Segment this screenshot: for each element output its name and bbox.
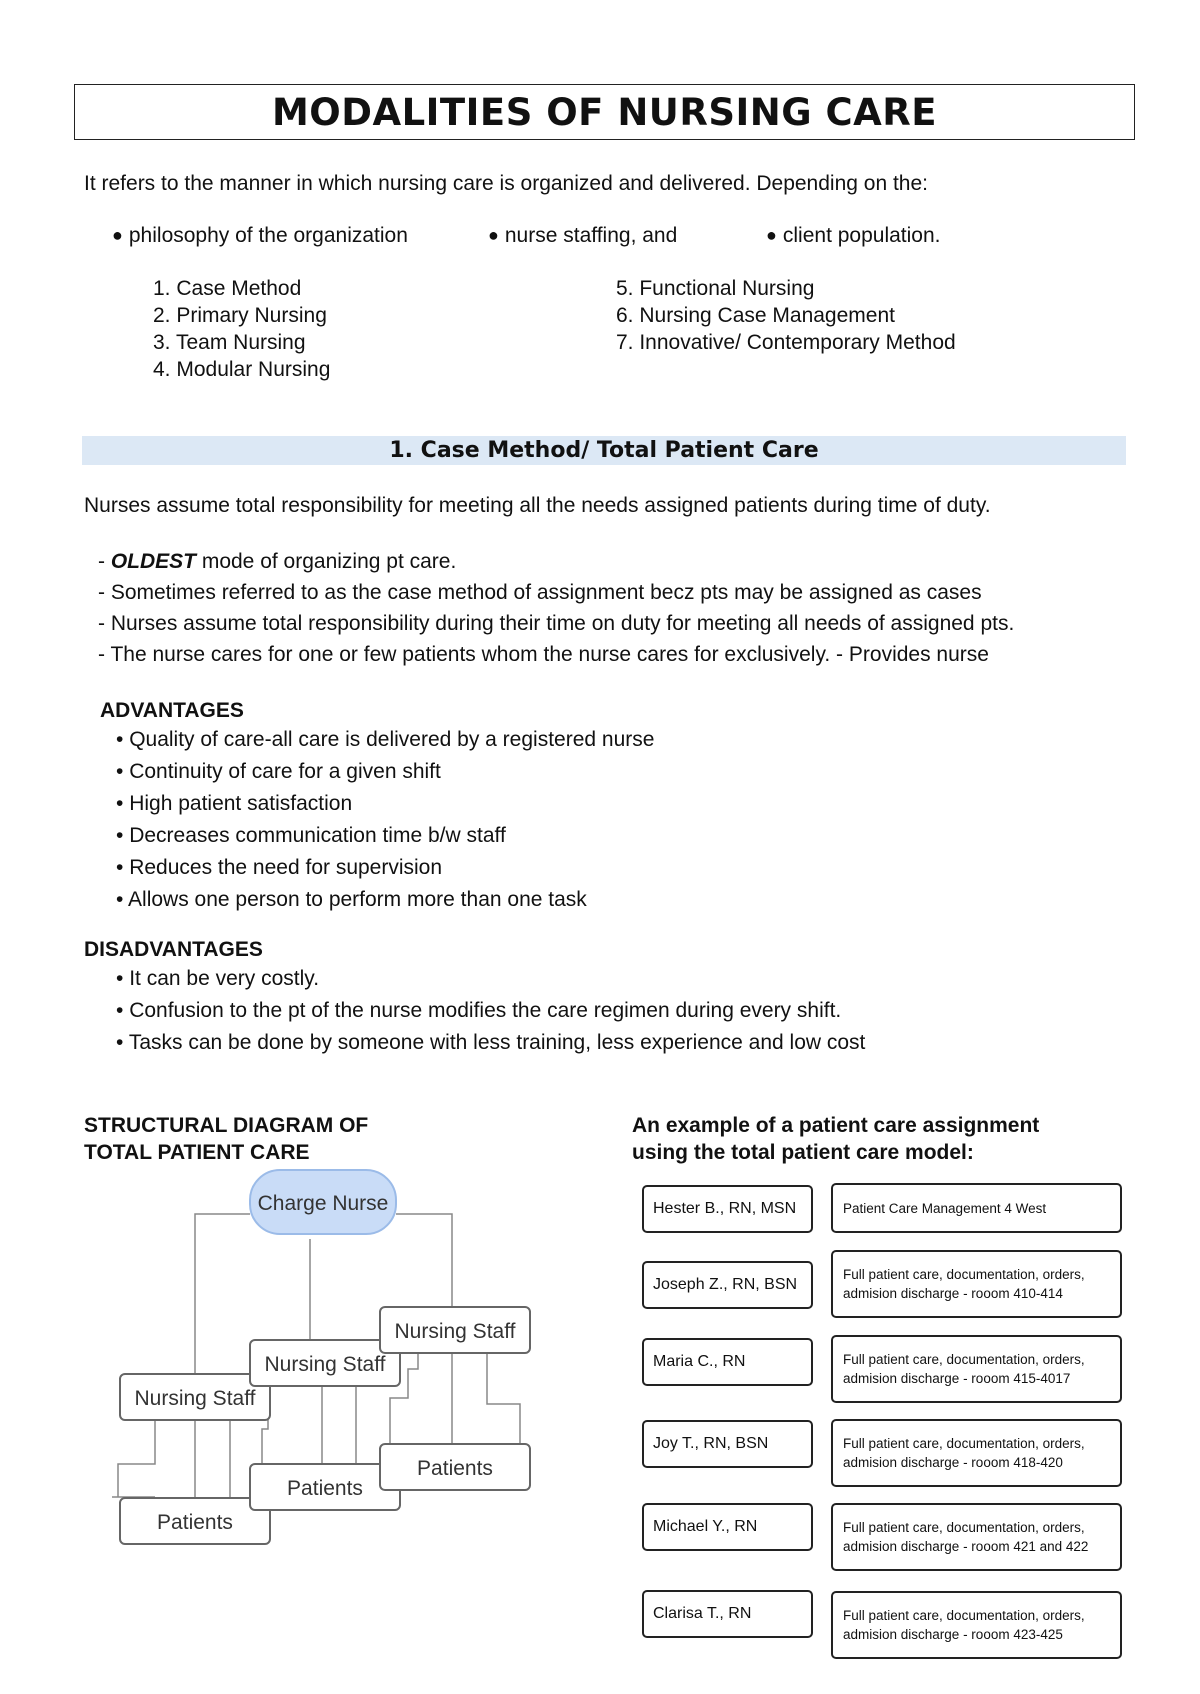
modalities-list-right: [616, 275, 956, 356]
assignment-nurse: Maria C., RN: [642, 1338, 813, 1386]
factor-item: ● client population.: [766, 224, 941, 247]
bullet-icon: ●: [766, 225, 777, 245]
section-notes: [98, 546, 1014, 670]
list-item: • Reduces the need for supervision: [116, 856, 443, 879]
list-item: • Allows one person to perform more than one task: [116, 888, 587, 911]
list-item: 4. Modular Nursing: [153, 358, 331, 381]
bullet-icon: •: [116, 856, 130, 879]
bullet-icon: •: [116, 967, 130, 990]
bullet-icon: •: [116, 888, 129, 911]
bullet-icon: •: [116, 999, 130, 1022]
patients-label: Patients: [157, 1511, 233, 1534]
patients-label: Patients: [417, 1457, 493, 1480]
note-item: - Nurses assume total responsibility during their time on duty for meeting all needs of assigned pts.: [98, 612, 1015, 635]
list-item: 3. Team Nursing: [153, 331, 306, 354]
bullet-icon: ●: [112, 225, 123, 245]
list-item: • Quality of care-all care is delivered by a registered nurse: [116, 728, 655, 751]
bullet-icon: •: [116, 1031, 129, 1054]
assignment-task: Full patient care, documentation, orders, admision discharge - rooom 418-420: [831, 1419, 1122, 1487]
diagram-heading: STRUCTURAL DIAGRAM OF TOTAL PATIENT CARE: [84, 1114, 369, 1164]
section-definition: Nurses assume total responsibility for meeting all the needs assigned patients during time of duty.: [84, 494, 991, 517]
advantages-heading: ADVANTAGES: [100, 699, 244, 722]
bullet-icon: ●: [488, 225, 499, 245]
factor-item: ● nurse staffing, and: [488, 224, 678, 247]
charge-nurse-label: Charge Nurse: [257, 1192, 389, 1215]
assignment-task: Full patient care, documentation, orders, admision discharge - rooom 415-4017: [831, 1335, 1122, 1403]
assignment-task: Full patient care, documentation, orders, admision discharge - rooom 410-414: [831, 1250, 1122, 1318]
bullet-icon: •: [116, 728, 130, 751]
intro-text: It refers to the manner in which nursing care is organized and delivered. Depending on the:: [84, 172, 928, 195]
list-item: • Continuity of care for a given shift: [116, 760, 441, 783]
patients-label: Patients: [287, 1477, 363, 1500]
list-item: 5. Functional Nursing: [616, 277, 815, 300]
assignment-task: Full patient care, documentation, orders, admision discharge - rooom 421 and 422: [831, 1503, 1122, 1571]
bullet-icon: •: [116, 760, 130, 783]
modalities-list-left: [153, 275, 330, 383]
list-item: 2. Primary Nursing: [153, 304, 327, 327]
list-item: 1. Case Method: [153, 277, 302, 300]
list-item: • It can be very costly.: [116, 967, 320, 990]
note-item: - Sometimes referred to as the case method of assignment becz pts may be assigned as cases: [98, 581, 982, 604]
disadvantages-list: [116, 963, 865, 1059]
nursing-staff-label: Nursing Staff: [134, 1387, 256, 1410]
assignment-nurse: Michael Y., RN: [642, 1503, 813, 1551]
page-title: MODALITIES OF NURSING CARE: [74, 84, 1135, 140]
assignment-task: Patient Care Management 4 West: [831, 1183, 1122, 1233]
list-item: 6. Nursing Case Management: [616, 304, 895, 327]
section-heading: 1. Case Method/ Total Patient Care: [82, 436, 1126, 465]
list-item: • High patient satisfaction: [116, 792, 353, 815]
list-item: • Decreases communication time b/w staff: [116, 824, 506, 847]
factor-item: ● philosophy of the organization: [112, 224, 408, 247]
nursing-staff-label: Nursing Staff: [264, 1353, 386, 1376]
assignment-nurse: Joseph Z., RN, BSN: [642, 1261, 813, 1309]
advantages-list: [116, 724, 654, 916]
assignment-task: Full patient care, documentation, orders, admision discharge - rooom 423-425: [831, 1591, 1122, 1659]
disadvantages-heading: DISADVANTAGES: [84, 938, 263, 961]
bullet-icon: •: [116, 792, 130, 815]
list-item: 7. Innovative/ Contemporary Method: [616, 331, 956, 354]
assignment-nurse: Clarisa T., RN: [642, 1590, 813, 1638]
nursing-staff-label: Nursing Staff: [394, 1320, 516, 1343]
note-oldest: - OLDEST mode of organizing pt care.: [98, 550, 457, 573]
assignment-nurse: Hester B., RN, MSN: [642, 1185, 813, 1233]
list-item: • Confusion to the pt of the nurse modifies the care regimen during every shift.: [116, 999, 842, 1022]
bullet-icon: •: [116, 824, 130, 847]
assignment-nurse: Joy T., RN, BSN: [642, 1420, 813, 1468]
note-item: - The nurse cares for one or few patients whom the nurse cares for exclusively. - Provides nurse: [98, 643, 989, 666]
structural-diagram: [100, 1164, 540, 1554]
list-item: • Tasks can be done by someone with less training, less experience and low cost: [116, 1031, 866, 1054]
example-heading: An example of a patient care assignment using the total patient care model:: [632, 1114, 1040, 1164]
